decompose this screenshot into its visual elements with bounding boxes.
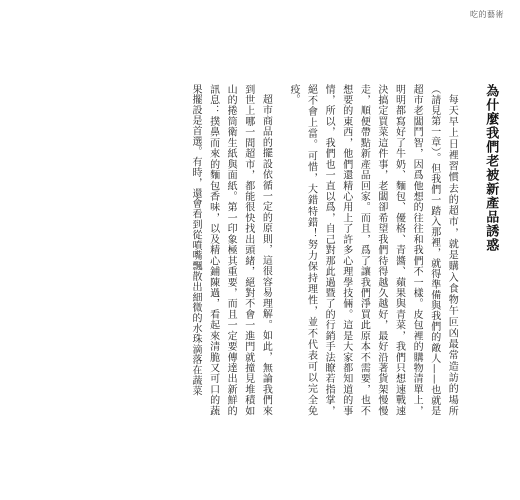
paragraph-2: 超市商品的擺設依循一定的原則，這很容易理解。如此，無論我們來到世上哪一間超市，都能很快找出頭緒，絕對不會一進門就撞見堆積如山的捲筒衛生紙與面紙。第一印象極其重要，而且一定要傳達出新鮮的訊息：撲鼻而來的麵包香味，以及精心鋪陳過，看起來清脆又可口的蔬果擺設是首選。有時，還會看到從噴嘴飄散出細微的水珠滴落在蔬菜 — [189, 84, 272, 416]
chapter-title: 為什麼我們老被新產品誘惑 — [483, 84, 499, 252]
paragraph-1: 每天早上日裡習慣去的超市，就是購入食物午叵凶最常造訪的場所（請見第一章）。但我們一踏入那裡，就得準備與我們的敵人——也就是超市老闆鬥智，因爲他想的往往和我們不一樣。皮包裡的購物清單上，明明都寫好了牛奶、麵包、優格、青醬、蘋果與青菜，我們只想速戰速決搞定買菜這件事，老闆卻希望我們待得越久越好，最好沿著貨架慢慢走，順便帶點新產品回家。而且，爲了讓我們淨買此原本不需要，也不想要的東西，他們還精心用上了許多心理學技倆。這是大家都知道的事情，所以，我們也一直以爲，自己對那此過暨了的行銷手法瞭若指掌，絕不會上當。可惜，大錯特錯！努力保持理性，並不代表可以完全免疫。 — [287, 84, 458, 416]
page-body — [46, 84, 506, 416]
vertical-text-block — [46, 84, 506, 416]
running-header: 吃的藝術 — [470, 10, 504, 19]
